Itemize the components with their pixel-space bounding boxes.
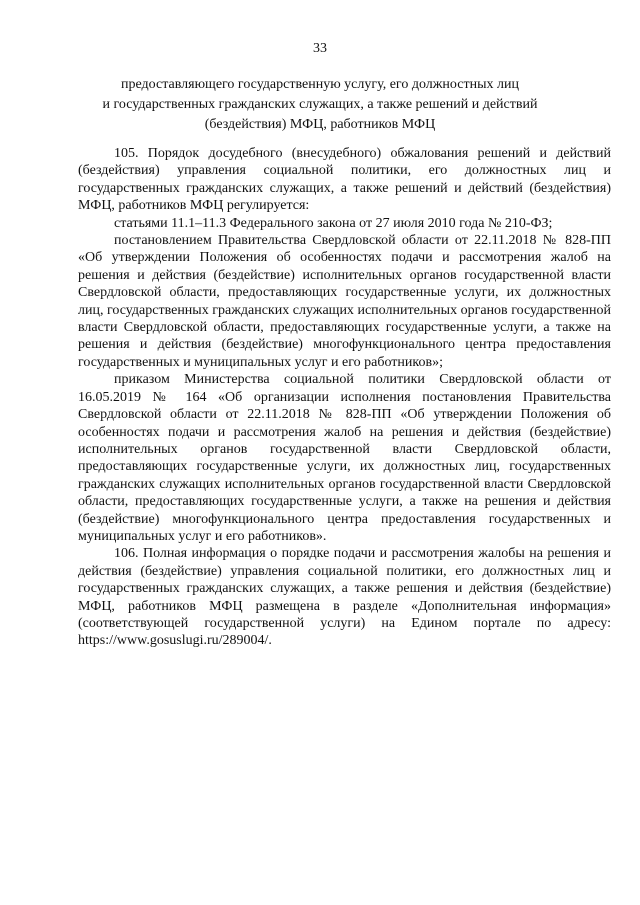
section-heading — [70, 75, 570, 135]
page-number: 33 — [313, 41, 327, 56]
heading-line-1: предоставляющего государственную услугу, его должностных лиц — [121, 77, 519, 92]
paragraph-ministry-order: приказом Министерства социальной политики Свердловской области от 16.05.2019 № 164 «Об организации исполнения постановления Правительства Свердловской области от 22.11.2018 № 828-ПП «Об утверждении Положения об особенностях подачи и рассмотрения жалоб на решения и действия (бездействие) исполнительных органов государственной власти Свердловской области, предоставляющих государственные услуги, их должностных лиц, государственных гражданских служащих исполнительных органов государственной власти Свердловской области, предоставляющих государственные услуги, а также на решения и действия (бездействие) многофункционального центра предоставления государственных и муниципальных услуг и его работников». — [78, 372, 611, 544]
paragraph-federal-law: статьями 11.1–11.3 Федерального закона от 27 июля 2010 года № 210-ФЗ; — [114, 215, 553, 231]
document-body — [78, 145, 611, 650]
heading-line-3: (бездействия) МФЦ, работников МФЦ — [204, 117, 436, 132]
paragraph-106: 106. Полная информация о порядке подачи и рассмотрения жалобы на решения и действия (бездействие) управления социальной политики, его должностных лиц и государственных гражданских служащих, а также решения и действия (бездействие) МФЦ, работников МФЦ размещена в разделе «Дополнительная информация» (соответствующей государственной услуги) на Едином портале по адресу: https://www.gosuslugi.ru/289004/. — [78, 546, 611, 649]
heading-line-2: и государственных гражданских служащих, а также решений и действий — [102, 97, 538, 112]
paragraph-government-resolution: постановлением Правительства Свердловской области от 22.11.2018 № 828-ПП «Об утверждении Положения об особенностях подачи и рассмотрения жалоб на решения и действия (бездействие) исполнительных органов государственной власти Свердловской области, предоставляющих государственные услуги, их должностных лиц, государственных гражданских служащих исполнительных органов государственной власти Свердловской области, предоставляющих государственные услуги, а также на решения и действия (бездействие) многофункционального центра предоставления государственных и муниципальных услуг и его работников»; — [78, 233, 611, 370]
paragraph-105: 105. Порядок досудебного (внесудебного) обжалования решений и действий (бездействия) управления социальной политики, его должностных лиц и государственных гражданских служащих, а также решений и действий (бездействия) МФЦ, работников МФЦ регулируется: — [78, 146, 611, 214]
